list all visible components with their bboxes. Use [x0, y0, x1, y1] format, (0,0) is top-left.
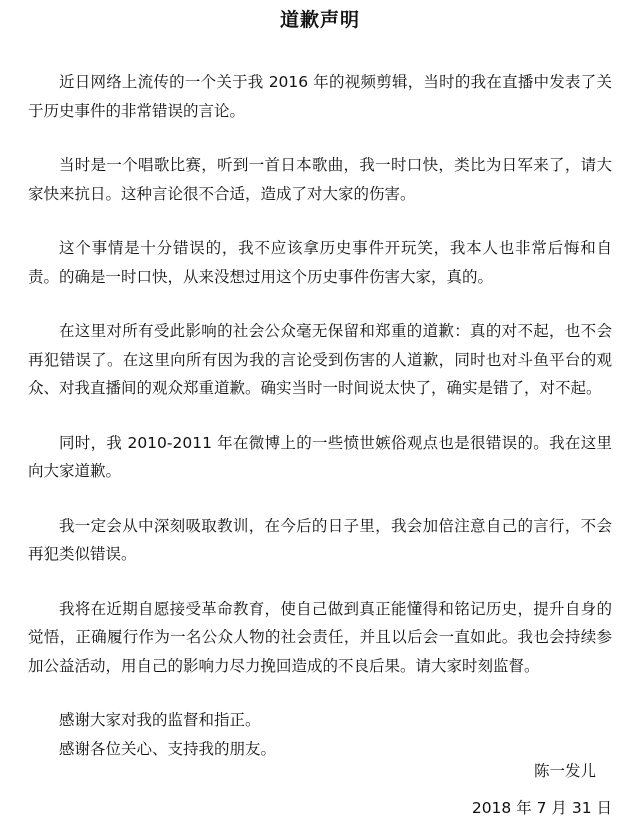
statement-date: 2018 年 7 月 31 日 [471, 799, 612, 817]
paragraph-2: 当时是一个唱歌比赛，听到一首日本歌曲，我一时口快，类比为日军来了，请大家快来抗日。这种言论很不合适，造成了对大家的伤害。 [28, 156, 612, 203]
statement-body [28, 68, 612, 763]
paragraph-4: 在这里对所有受此影响的社会公众毫无保留和郑重的道歉：真的对不起，也不会再犯错误了。在这里向所有因为我的言论受到伤害的人道歉，同时也对斗鱼平台的观众、对我直播间的观众郑重道歉。确实当时一时间说太快了，确实是错了，对不起。 [28, 322, 612, 397]
document-title: 道歉声明 [279, 9, 360, 31]
closing-thanks [28, 706, 612, 763]
paragraph-7: 我将在近期自愿接受革命教育，使自己做到真正能懂得和铭记历史，提升自身的觉悟，正确履行作为一名公众人物的社会责任，并且以后会一直如此。我也会持续参加公益活动，用自己的影响力尽力挽回造成的不良后果。请大家时刻监督。 [28, 599, 612, 675]
paragraph-5: 同时，我 2010-2011 年在微博上的一些愤世嫉俗观点也是很错误的。我在这里向大家道歉。 [28, 433, 612, 480]
paragraph-3: 这个事情是十分错误的，我不应该拿历史事件开玩笑，我本人也非常后悔和自责。的确是一时口快，从来没想过用这个历史事件伤害大家，真的。 [28, 239, 612, 286]
paragraph-6: 我一定会从中深刻吸取教训，在今后的日子里，我会加倍注意自己的言行，不会再犯类似错误。 [28, 516, 612, 563]
paragraph-1: 近日网络上流传的一个关于我 2016 年的视频剪辑，当时的我在直播中发表了关于历史事件的非常错误的言论。 [28, 73, 612, 120]
closing-line-1: 感谢大家对我的监督和指正。 [59, 711, 261, 729]
signature: 陈一发儿 [533, 762, 596, 780]
closing-line-2: 感谢各位关心、支持我的朋友。 [59, 739, 277, 758]
